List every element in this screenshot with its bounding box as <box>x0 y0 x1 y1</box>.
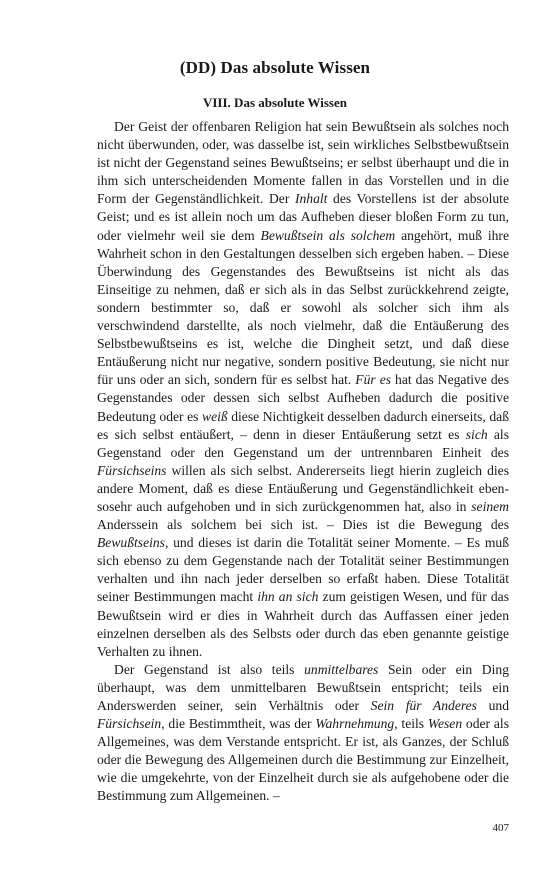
text-run: , die Bestimmtheit, was der <box>161 716 316 732</box>
paragraph <box>97 661 509 806</box>
section-title: (DD) Das absolute Wissen <box>179 58 371 77</box>
italic-text: Inhalt <box>294 191 328 207</box>
italic-text: Fürsichseins <box>97 462 167 478</box>
italic-text: Sein für Anderes <box>370 698 477 713</box>
italic-text: ihn an sich <box>257 589 319 605</box>
text-run: Anderssein als solchem bei sich ist. – Dies ist die Bewegung des <box>97 517 509 533</box>
text-run: hat das Negative des Gegenstandes oder dessen sich selbst Aufheben dadurch die positive Bedeutung oder es <box>97 372 509 424</box>
paragraph <box>97 118 509 661</box>
text-run: als Gegenstand oder den Gegenstand um der untrennbaren Einheit des <box>97 426 509 460</box>
text-run: angehört, muß ihre Wahrheit schon in den Gestaltungen desselben sich ergeben haben. – Diese Überwindung des Gegenstandes des Bewußtseins ist nicht als das Einseitige zu nehmen, daß er sich als in das Selbst zurückkehrend zeigte, sondern bestimmter so, daß er sowohl als solcher sich ihm als verschwindend darstellte, als noch vielmehr, daß die Entäußerung des Selbstbewußtseins es ist, welche die Dingheit setzt, und daß diese Entäußerung nicht nur negative, sondern positive Bedeutung, sie nicht nur für uns oder an sich, sondern für es selbst hat. <box>97 227 509 388</box>
text-run: des Vorstellens ist der absolute Geist; und es ist allein noch um das Aufheben dieser bloßen Form zu tun, oder vielmehr weil sie dem <box>97 191 509 243</box>
text-run: und <box>476 698 510 713</box>
text-run: diese Nichtigkeit desselben dadurch einerseits, daß es sich selbst entäußert, – denn in dieser Entäußerung setzt es <box>97 408 509 442</box>
italic-text: unmittelbares <box>304 661 379 677</box>
italic-text: Wesen <box>427 716 463 732</box>
text-run: , und dieses ist darin die Totalität seiner Momente. – Es muß sich ebenso zu dem Gegenstande nach der Totalität seiner Bestimmungen verhalten und ihn nach jeder derselben so erfaßt haben. Diese Totalität seiner Bestimmungen macht <box>97 535 509 605</box>
text-run: Der Geist der offenbaren Religion hat sein Bewußtsein als solches noch nicht überwunden, oder, was dasselbe ist, sein wirkliches Selbstbewußtsein ist nicht der Gegenstand seines Bewußtseins; er selbst überhaupt und die in ihm sich unterscheidenden Momente fallen in das Vorstellen und in die Form der Gegenständlichkeit. Der <box>97 119 509 207</box>
text-run: oder als Allgemeines, was dem Verstande entspricht. Er ist, als Ganzes, der Schluß oder die Bewegung des Allgemeinen durch die Bestimmung zur Einzelheit, wie die umgekehrte, von der Einzelheit durch sie als aufgehobene oder die Bestimmung zum Allgemeinen. – <box>97 716 509 804</box>
chapter-title: VIII. Das absolute Wissen <box>202 95 347 110</box>
italic-text: Für es <box>355 372 392 388</box>
italic-text: seinem <box>471 498 509 514</box>
text-run: Der Gegenstand ist also teils <box>114 661 305 677</box>
italic-text: Wahrnehmung <box>315 716 395 732</box>
text-run: , teils <box>394 716 428 732</box>
italic-text: sich <box>465 426 488 442</box>
text-run: willen als sich selbst. Andererseits liegt hierin zugleich dies andere Moment, daß es diese Entäußerung und Gegenständlichkeit ebensosehr auch aufgehoben und in sich zurückgenommen hat, also in <box>97 462 509 514</box>
italic-text: Bewußtseins <box>97 535 165 551</box>
text-run: Sein oder ein Ding überhaupt, was dem unmittelbaren Bewußtsein entspricht; teils ein Anderswerden seiner, sein Verhältnis oder <box>97 661 509 713</box>
text-run: zum geistigen Wesen, und für das Bewußtsein wird er dies in Wahrheit durch das Auffassen einer jeden einzelnen derselben als des Selbsts oder durch das eben genannte geistige Verhalten zu ihnen. <box>97 589 509 659</box>
page-number: 407 <box>492 822 509 834</box>
italic-text: Fürsichsein <box>97 716 162 732</box>
italic-text: weiß <box>202 408 228 424</box>
body-text <box>97 118 509 806</box>
italic-text: Bewußtsein als solchem <box>260 227 396 243</box>
